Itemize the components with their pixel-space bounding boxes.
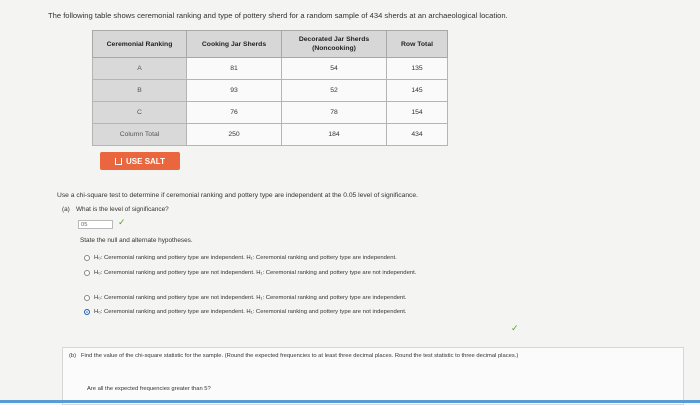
part-b-panel: [62, 347, 684, 405]
hypothesis-option-3[interactable]: [84, 294, 524, 302]
row-label: C: [93, 102, 187, 124]
row-label: Column Total: [93, 124, 187, 146]
correct-check-icon: ✓: [118, 217, 126, 227]
radio-button[interactable]: [84, 295, 90, 301]
part-a-label: (a): [62, 206, 70, 213]
hypothesis-option-4[interactable]: [84, 308, 524, 316]
table-cell: 184: [282, 124, 387, 146]
table-total-row: [93, 124, 448, 146]
use-salt-label: USE SALT: [126, 156, 165, 166]
table-cell: 145: [387, 80, 448, 102]
table-cell: 135: [387, 58, 448, 80]
table-cell: 93: [187, 80, 282, 102]
table-cell: 76: [187, 102, 282, 124]
salt-icon: [115, 158, 122, 165]
table-header-row: [93, 31, 448, 58]
radio-button[interactable]: [84, 255, 90, 261]
hypothesis-option-2[interactable]: [84, 269, 524, 277]
radio-button-selected[interactable]: [84, 309, 90, 315]
col-header-decorated: Decorated Jar Sherds (Noncooking): [282, 31, 387, 58]
intro-text: The following table shows ceremonial ranking and type of pottery sherd for a random sample of 434 sherds at an archaeological location.: [48, 11, 508, 20]
table-cell: 250: [187, 124, 282, 146]
table-cell: 54: [282, 58, 387, 80]
table-row: [93, 80, 448, 102]
radio-button[interactable]: [84, 270, 90, 276]
part-a-question: What is the level of significance?: [76, 206, 169, 213]
table-cell: 434: [387, 124, 448, 146]
part-b-subquestion: Are all the expected frequencies greater than 5?: [87, 386, 211, 392]
table-row: [93, 58, 448, 80]
table-cell: 81: [187, 58, 282, 80]
row-label: A: [93, 58, 187, 80]
hypothesis-text: H₀: Ceremonial ranking and pottery type are not independent. H₁: Ceremonial ranking and pottery type are not independent.: [94, 270, 417, 276]
question-prompt: Use a chi-square test to determine if ceremonial ranking and pottery type are independent at the 0.05 level of significance.: [57, 192, 418, 199]
hypothesis-text: H₀: Ceremonial ranking and pottery type are not independent. H₁: Ceremonial ranking and pottery type are independent.: [94, 295, 407, 301]
hypothesis-option-1[interactable]: [84, 254, 524, 262]
table-cell: 52: [282, 80, 387, 102]
row-label: B: [93, 80, 187, 102]
col-header-row-total: Row Total: [387, 31, 448, 58]
part-b-question: Find the value of the chi-square statistic for the sample. (Round the expected frequencies to at least three decimal places. Round the test statistic to three decimal places.): [81, 353, 519, 359]
table-cell: 154: [387, 102, 448, 124]
hypotheses-prompt: State the null and alternate hypotheses.: [80, 237, 193, 244]
col-header-ranking: Ceremonial Ranking: [93, 31, 187, 58]
significance-level-input[interactable]: 05: [78, 220, 113, 229]
use-salt-button[interactable]: [100, 152, 180, 170]
table-cell: 78: [282, 102, 387, 124]
part-b-label: (b): [69, 353, 77, 359]
correct-check-icon: ✓: [511, 323, 519, 333]
contingency-table: [92, 30, 448, 146]
table-row: [93, 102, 448, 124]
hypothesis-text: H₀: Ceremonial ranking and pottery type are independent. H₁: Ceremonial ranking and pottery type are independent.: [94, 255, 397, 261]
col-header-cooking: Cooking Jar Sherds: [187, 31, 282, 58]
hypothesis-text: H₀: Ceremonial ranking and pottery type are independent. H₁: Ceremonial ranking and pottery type are not independent.: [94, 309, 407, 315]
